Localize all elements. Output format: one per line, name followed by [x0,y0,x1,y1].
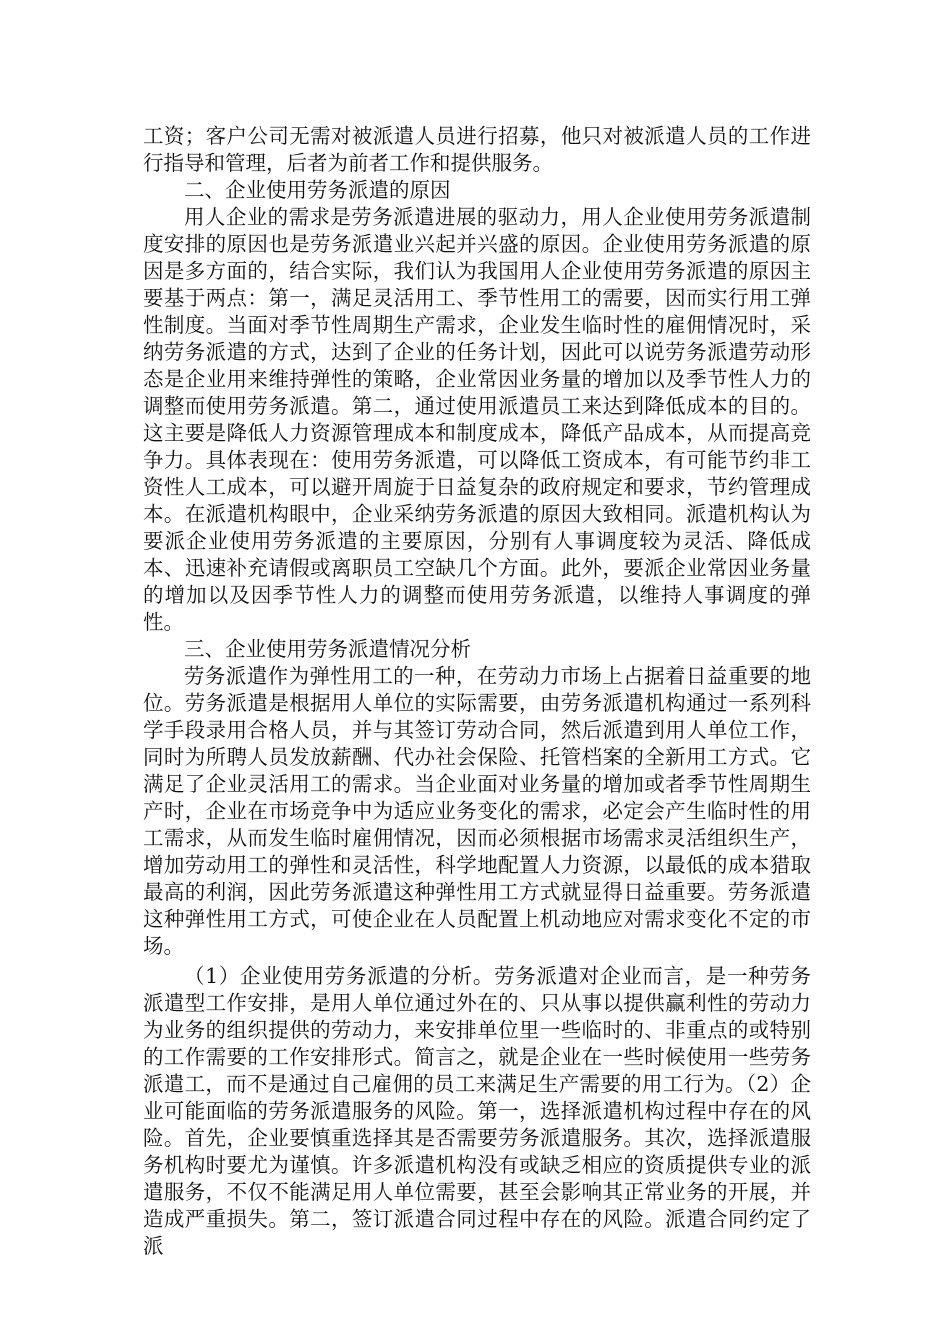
document-body [143,123,811,1260]
paragraph-risks: （1）企业使用劳务派遣的分析。劳务派遣对企业而言，是一种劳务派遣型工作安排，是用人单位通过外在的、只从事以提供赢利性的劳动力为业务的组织提供的劳动力，来安排单位里一些临时的、非重点的或特别的工作需要的工作安排形式。简言之，就是企业在一些时候使用一些劳务派遣工，而不是通过自己雇佣的员工来满足生产需要的用工行为。（2）企业可能面临的劳务派遣服务的风险。第一，选择派遣机构过程中存在的风险。首先，企业要慎重选择其是否需要劳务派遣服务。其次，选择派遣服务机构时要尤为谨慎。许多派遣机构没有或缺乏相应的资质提供专业的派遣服务，不仅不能满足用人单位需要，甚至会影响其正常业务的开展，并造成严重损失。第二，签订派遣合同过程中存在的风险。派遣合同约定了派 [143,964,811,1258]
paragraph-analysis: 劳务派遣作为弹性用工的一种，在劳动力市场上占据着日益重要的地位。劳务派遣是根据用人单位的实际需要，由劳务派遣机构通过一系列科学手段录用合格人员，并与其签订劳动合同，然后派遣到用人单位工作，同时为所聘人员发放薪酬、代办社会保险、托管档案的全新用工方式。它满足了企业灵活用工的需求。当企业面对业务量的增加或者季节性周期生产时，企业在市场竞争中为适应业务变化的需求，必定会产生临时性的用工需求，从而发生临时雇佣情况，因而必须根据市场需求灵活组织生产，增加劳动用工的弹性和灵活性，科学地配置人力资源，以最低的成本猎取最高的利润，因此劳务派遣这种弹性用工方式就显得日益重要。劳务派遣这种弹性用工方式，可使企业在人员配置上机动地应对需求变化不定的市场。 [143,664,811,958]
paragraph-continuation: 工资；客户公司无需对被派遣人员进行招募，他只对被派遣人员的工作进行指导和管理，后者为前者工作和提供服务。 [143,124,811,175]
paragraph-reasons: 用人企业的需求是劳务派遣进展的驱动力，用人企业使用劳务派遣制度安排的原因也是劳务派遣业兴起并兴盛的原因。企业使用劳务派遣的原因是多方面的，结合实际，我们认为我国用人企业使用劳务派遣的原因主要基于两点：第一，满足灵活用工、季节性用工的需要，因而实行用工弹性制度。当面对季节性周期生产需求，企业发生临时性的雇佣情况时，采纳劳务派遣的方式，达到了企业的任务计划，因此可以说劳务派遣劳动形态是企业用来维持弹性的策略，企业常因业务量的增加以及季节性人力的调整而使用劳务派遣。第二，通过使用派遣员工来达到降低成本的目的。这主要是降低人力资源管理成本和制度成本，降低产品成本，从而提高竞争力。具体表现在：使用劳务派遣，可以降低工资成本，有可能节约非工资性人工成本，可以避开周旋于日益复杂的政府规定和要求，节约管理成本。在派遣机构眼中，企业采纳劳务派遣的原因大致相同。派遣机构认为要派企业使用劳务派遣的主要原因，分别有人事调度较为灵活、降低成本、迅速补充请假或离职员工空缺几个方面。此外，要派企业常因业务量的增加以及因季节性人力的调整而使用劳务派遣，以维持人事调度的弹性。 [143,205,811,634]
section-heading-3: 三、企业使用劳务派遣情况分析 [184,637,471,661]
section-heading-2: 二、企业使用劳务派遣的原因 [184,178,451,202]
